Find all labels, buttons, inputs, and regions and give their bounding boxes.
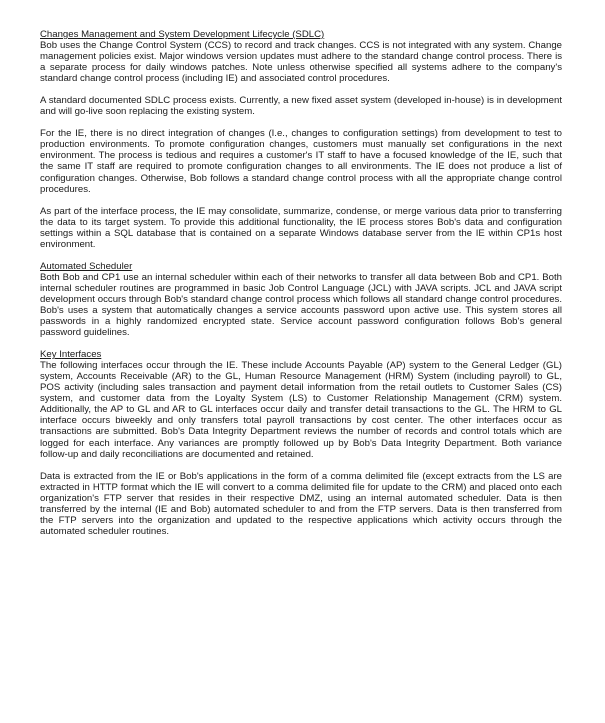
paragraph: For the IE, there is no direct integration of changes (I.e., changes to configuration settings) from development to test to production environments. To promote configuration changes, customers must manually set configurations in the next environment. The process is tedious and requires a customer's IT staff to have a focused knowledge of the IE, such that the same IT staff are required to promote configuration changes to all environments. The IE does not produce a list of configuration changes. Otherwise, Bob follows a standard change control process with all the appropriate change control procedures. bbox=[40, 128, 562, 195]
paragraph: A standard documented SDLC process exists. Currently, a new fixed asset system (developed in-house) is in development and will go-live soon replacing the existing system. bbox=[40, 95, 562, 118]
section-change-management bbox=[40, 29, 562, 250]
paragraph: Data is extracted from the IE or Bob's applications in the form of a comma delimited file (except extracts from the LS are extracted in HTTP format which the IE will convert to a comma delimited file for update to the CRM) and placed onto each organization's FTP server that resides in their respective DMZ, using an internal automated scheduler. Data is then transferred by the internal (IE and Bob) automated scheduler to and from the FTP servers. Data is then transferred from the FTP servers into the organization and updated to the respective applications which activity occurs through the automated scheduler routines. bbox=[40, 470, 562, 537]
section-heading: Key Interfaces bbox=[40, 349, 102, 361]
document-page bbox=[40, 29, 562, 537]
section-heading: Automated Scheduler bbox=[40, 260, 133, 272]
paragraph: As part of the interface process, the IE may consolidate, summarize, condense, or merge various data prior to transferring the data to its target system. To provide this additional functionality, the IE process stores Bob's data and configuration settings within a SQL database that is contained on a separate Windows database server from the IE within CP1s host environment. bbox=[40, 205, 562, 250]
section-automated-scheduler bbox=[40, 261, 562, 338]
paragraph: The following interfaces occur through the IE. These include Accounts Payable (AP) system to the General Ledger (GL) system, Accounts Receivable (AR) to the GL, Human Resource Management (HRM) System (including payroll) to GL, POS activity (including sales transaction and payment detail information from the retail outlets to Customer Sales (CS) system, and customer data from the Loyalty System (LS) to Customer Relationship Management (CRM) system. Additionally, the AP to GL and AR to GL interfaces occur daily and transfer detail transactions to the GL. The HRM to GL interface occurs biweekly and only transfers total payroll transactions by cost center. The other interfaces occur as transactions are submitted. Bob's Data Integrity Department reviews the number of records and control totals which are logged for each interface. Any variances are promptly followed up by Bob's Data Integrity Department. Both variance follow-up and daily reconciliations are documented and retained. bbox=[40, 360, 562, 460]
section-key-interfaces bbox=[40, 349, 562, 537]
section-heading: Changes Management and System Development Lifecycle (SDLC) bbox=[40, 29, 325, 40]
paragraph: Both Bob and CP1 use an internal scheduler within each of their networks to transfer all data between Bob and CP1. Both internal scheduler routines are programmed in basic Job Control Language (JCL) with JAVA scripts. JCL and JAVA script development occurs through Bob's standard change control process which follows all standard change control procedures. Bob's uses a system that automatically changes a service accounts password upon active use. This system stores all passwords in a highly randomized encrypted state. Service account password configuration follows Bob's general password guidelines. bbox=[40, 271, 562, 339]
paragraph: Bob uses the Change Control System (CCS) to record and track changes. CCS is not integrated with any system. Change management policies exist. Major windows version updates must adhere to the standard change control process. There is a separate process for daily windows patches. Note unless otherwise specified all systems adhere to the company's standard change control process (including IE) and associated control procedures. bbox=[40, 40, 562, 85]
